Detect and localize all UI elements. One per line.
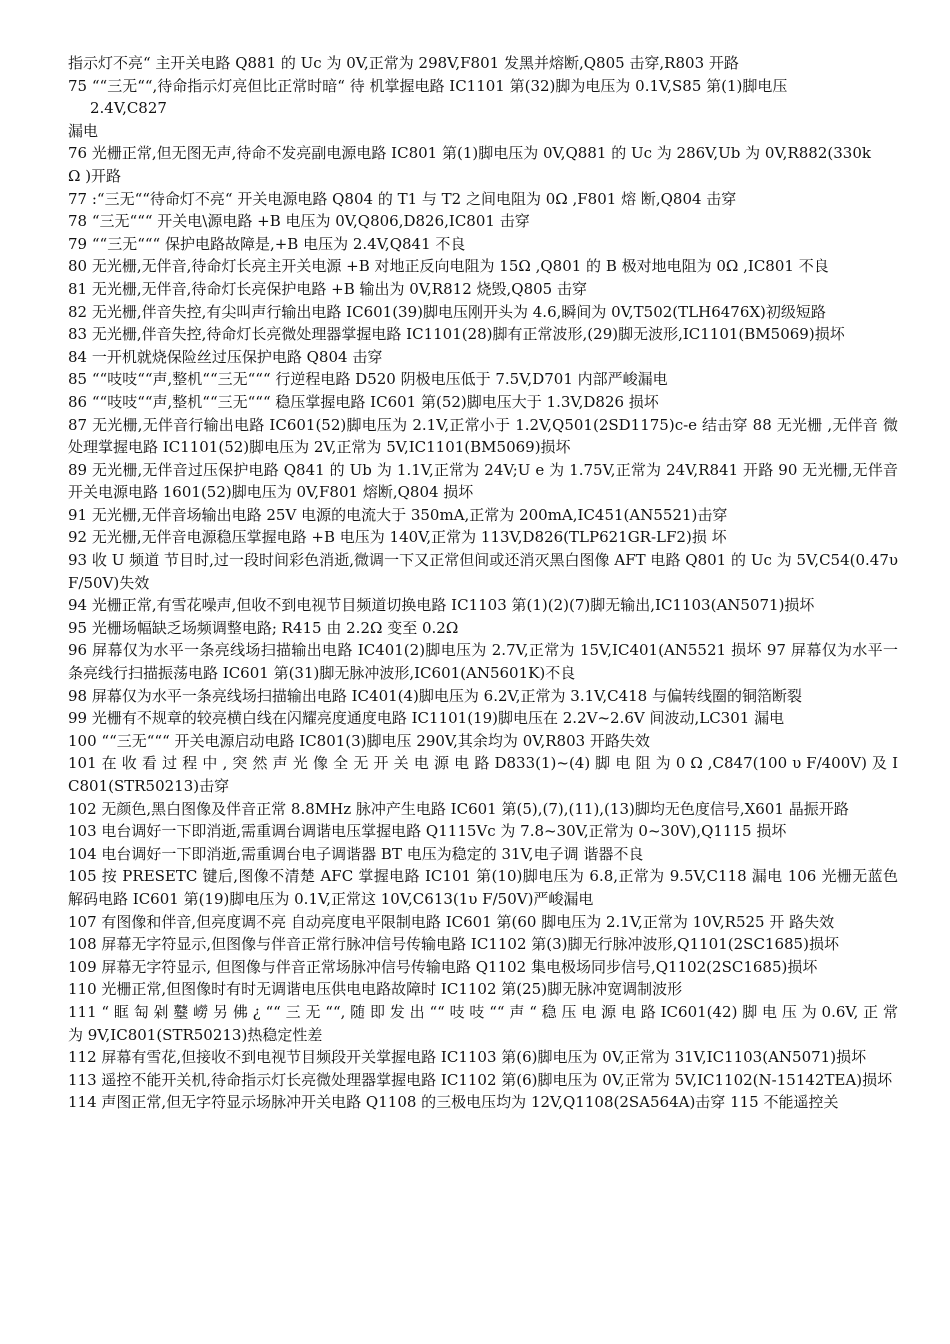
text-line: 107 有图像和伴音,但亮度调不亮 自动亮度电平限制电路 IC601 第(60 脚电压为 2.1V,正常为 10V,R525 开 路失效 <box>68 912 835 931</box>
text-line: 91 无光栅,无伴音场输出电路 25V 电源的电流大于 350mA,正常为 200mA,IC451(AN5521)击穿 <box>68 505 728 524</box>
text-line: 指示灯不亮“ 主开关电路 Q881 的 Uc 为 0V,正常为 298V,F801 发黑并熔断,Q805 击穿,R803 开路 <box>68 54 739 72</box>
text-line: 94 光栅正常,有雪花噪声,但收不到电视节目频道切换电路 IC1103 第(1)(2)(7)脚无输出,IC1103(AN5071)损坏 <box>68 596 815 615</box>
text-line: 81 无光栅,无伴音,待命灯长亮保护电路 +B 输出为 0V,R812 烧毁,Q805 击穿 <box>68 279 587 298</box>
text-line: 76 光栅正常,但无图无声,待命不发亮副电源电路 IC801 第(1)脚电压为 0V,Q881 的 Uc 为 286V,Ub 为 0V,R882(330k <box>68 144 871 163</box>
text-line: 82 无光栅,伴音失控,有尖叫声行输出电路 IC601(39)脚电压刚开头为 4.6,瞬间为 0V,T502(TLH6476X)初级短路 <box>68 302 826 321</box>
text-line: 86 ““吱吱““声,整机““三无“““ 稳压掌握电路 IC601 第(52)脚电压大于 1.3V,D826 损坏 <box>68 392 659 411</box>
text-line: 96 屏幕仅为水平一条亮线场扫描输出电路 IC401(2)脚电压为 2.7V,正常为 15V,IC401(AN5521 损坏 97 屏幕仅为水平一条亮线行扫描振荡电路 IC601 第(31)脚无脉冲波形,IC601(AN5601K)不良 <box>68 641 898 683</box>
text-line: 114 声图正常,但无字符显示场脉冲开关电路 Q1108 的三极电压均为 12V,Q1108(2SA564A)击穿 115 不能遥控关 <box>68 1093 839 1112</box>
text-line: 100 ““三无“““ 开关电源启动电路 IC801(3)脚电压 290V,其余均为 0V,R803 开路失效 <box>68 731 650 750</box>
text-line: 77 :“三无““待命灯不亮“ 开关电源电路 Q804 的 T1 与 T2 之间电阻为 0Ω ,F801 熔 断,Q804 击穿 <box>68 189 737 208</box>
text-line: 79 ““三无“““ 保护电路故障是,+B 电压为 2.4V,Q841 不良 <box>68 234 466 253</box>
text-line: 84 一开机就烧保险丝过压保护电路 Q804 击穿 <box>68 347 383 366</box>
text-line: 89 无光栅,无伴音过压保护电路 Q841 的 Ub 为 1.1V,正常为 24V;U e 为 1.75V,正常为 24V,R841 开路 90 无光栅,无伴音开关电源电路 1601(52)脚电压为 0V,F801 熔断,Q804 损坏 <box>68 460 898 502</box>
text-line: 108 屏幕无字符显示,但图像与伴音正常行脉冲信号传输电路 IC1102 第(3)脚无行脉冲波形,Q1101(2SC1685)损坏 <box>68 935 839 954</box>
text-line: 102 无颜色,黑白图像及伴音正常 8.8MHz 脉冲产生电路 IC601 第(5),(7),(11),(13)脚均无色度信号,X601 晶振开路 <box>68 799 849 818</box>
text-line: 83 无光栅,伴音失控,待命灯长亮微处理器掌握电路 IC1101(28)脚有正常波形,(29)脚无波形,IC1101(BM5069)损坏 <box>68 325 845 344</box>
text-line: 99 光栅有不规章的较亮横白线在闪耀亮度通度电路 IC1101(19)脚电压在 2.2V~2.6V 间波动,LC301 漏电 <box>68 709 785 728</box>
text-line: 92 无光栅,无伴音电源稳压掌握电路 +B 电压为 140V,正常为 113V,D826(TLP621GR-LF2)损 坏 <box>68 528 727 547</box>
text-line: 2.4V,C827 <box>90 99 167 118</box>
text-line: 101 在 收 看 过 程 中 , 突 然 声 光 像 全 无 开 关 电 源 电 路 D833(1)~(4) 脚 电 阻 为 0 Ω ,C847(100 υ F/400V) 及 IC801(STR50213)击穿 <box>68 754 898 795</box>
text-line: 103 电台调好一下即消逝,需重调台调谐电压掌握电路 Q1115Vc 为 7.8~30V,正常为 0~30V),Q1115 损坏 <box>68 822 787 841</box>
text-line: 漏电 <box>68 121 99 140</box>
text-line: 110 光栅正常,但图像时有时无调谐电压供电电路故障时 IC1102 第(25)脚无脉冲宽调制波形 <box>68 980 683 999</box>
text-line: 80 无光栅,无伴音,待命灯长亮主开关电源 +B 对地正反向电阻为 15Ω ,Q801 的 B 极对地电阻为 0Ω ,IC801 不良 <box>68 257 829 276</box>
document-page <box>68 52 898 1114</box>
text-line: 87 无光栅,无伴音行输出电路 IC601(52)脚电压为 2.1V,正常小于 1.2V,Q501(2SD1175)c-e 结击穿 88 无光栅 ,无伴音 微处理掌握电路 IC1101(52)脚电压为 2V,正常为 5V,IC1101(BM5069)损坏 <box>68 415 898 457</box>
text-line: 78 “三无“““ 开关电\源电路 +B 电压为 0V,Q806,D826,IC801 击穿 <box>68 212 530 231</box>
text-line: 85 ““吱吱““声,整机““三无“““ 行逆程电路 D520 阴极电压低于 7.5V,D701 内部严峻漏电 <box>68 370 668 389</box>
text-line: Ω )开路 <box>68 166 122 185</box>
text-line: 109 屏幕无字符显示, 但图像与伴音正常场脉冲信号传输电路 Q1102 集电极场同步信号,Q1102(2SC1685)损坏 <box>68 957 818 976</box>
text-line: 112 屏幕有雪花,但接收不到电视节目频段开关掌握电路 IC1103 第(6)脚电压为 0V,正常为 31V,IC1103(AN5071)损坏 <box>68 1048 867 1067</box>
text-line: 111 “ 眶 匋 剁 鼞 嶗 另 佛 ¿ ““ 三 无 ““, 随 即 发 出 ““ 吱 吱 ““ 声 “ 稳 压 电 源 电 路 IC601(42) 脚 电 压 为 0.6V, 正 常 为 9V,IC801(STR50213)热稳定性差 <box>68 1002 898 1044</box>
text-line: 113 遥控不能开关机,待命指示灯长亮微处理器掌握电路 IC1102 第(6)脚电压为 0V,正常为 5V,IC1102(N-15142TEA)损坏 <box>68 1070 893 1089</box>
text-line: 95 光栅场幅缺乏场频调整电路; R415 由 2.2Ω 变至 0.2Ω <box>68 618 459 637</box>
text-line: 75 ““三无““,待命指示灯亮但比正常时暗“ 待 机掌握电路 IC1101 第(32)脚为电压为 0.1V,S85 第(1)脚电压 <box>68 76 788 95</box>
text-line: 105 按 PRESETC 键后,图像不清楚 AFC 掌握电路 IC101 第(10)脚电压为 6.8,正常为 9.5V,C118 漏电 106 光栅无蓝色 解码电路 IC601 第(19)脚电压为 0.1V,正常这 10V,C613(1υ F/50V)严峻漏电 <box>68 867 898 908</box>
text-line: 104 电台调好一下即消逝,需重调台电子调谐器 BT 电压为稳定的 31V,电子调 谐器不良 <box>68 844 644 863</box>
text-line: 98 屏幕仅为水平一条亮线场扫描输出电路 IC401(4)脚电压为 6.2V,正常为 3.1V,C418 与偏转线圈的铜箔断裂 <box>68 686 802 705</box>
text-line: 93 收 U 频道 节目时,过一段时间彩色消逝,微调一下又正常但间或还消灭黑白图像 AFT 电路 Q801 的 Uc 为 5V,C54(0.47υ F/50V)失效 <box>68 551 898 592</box>
